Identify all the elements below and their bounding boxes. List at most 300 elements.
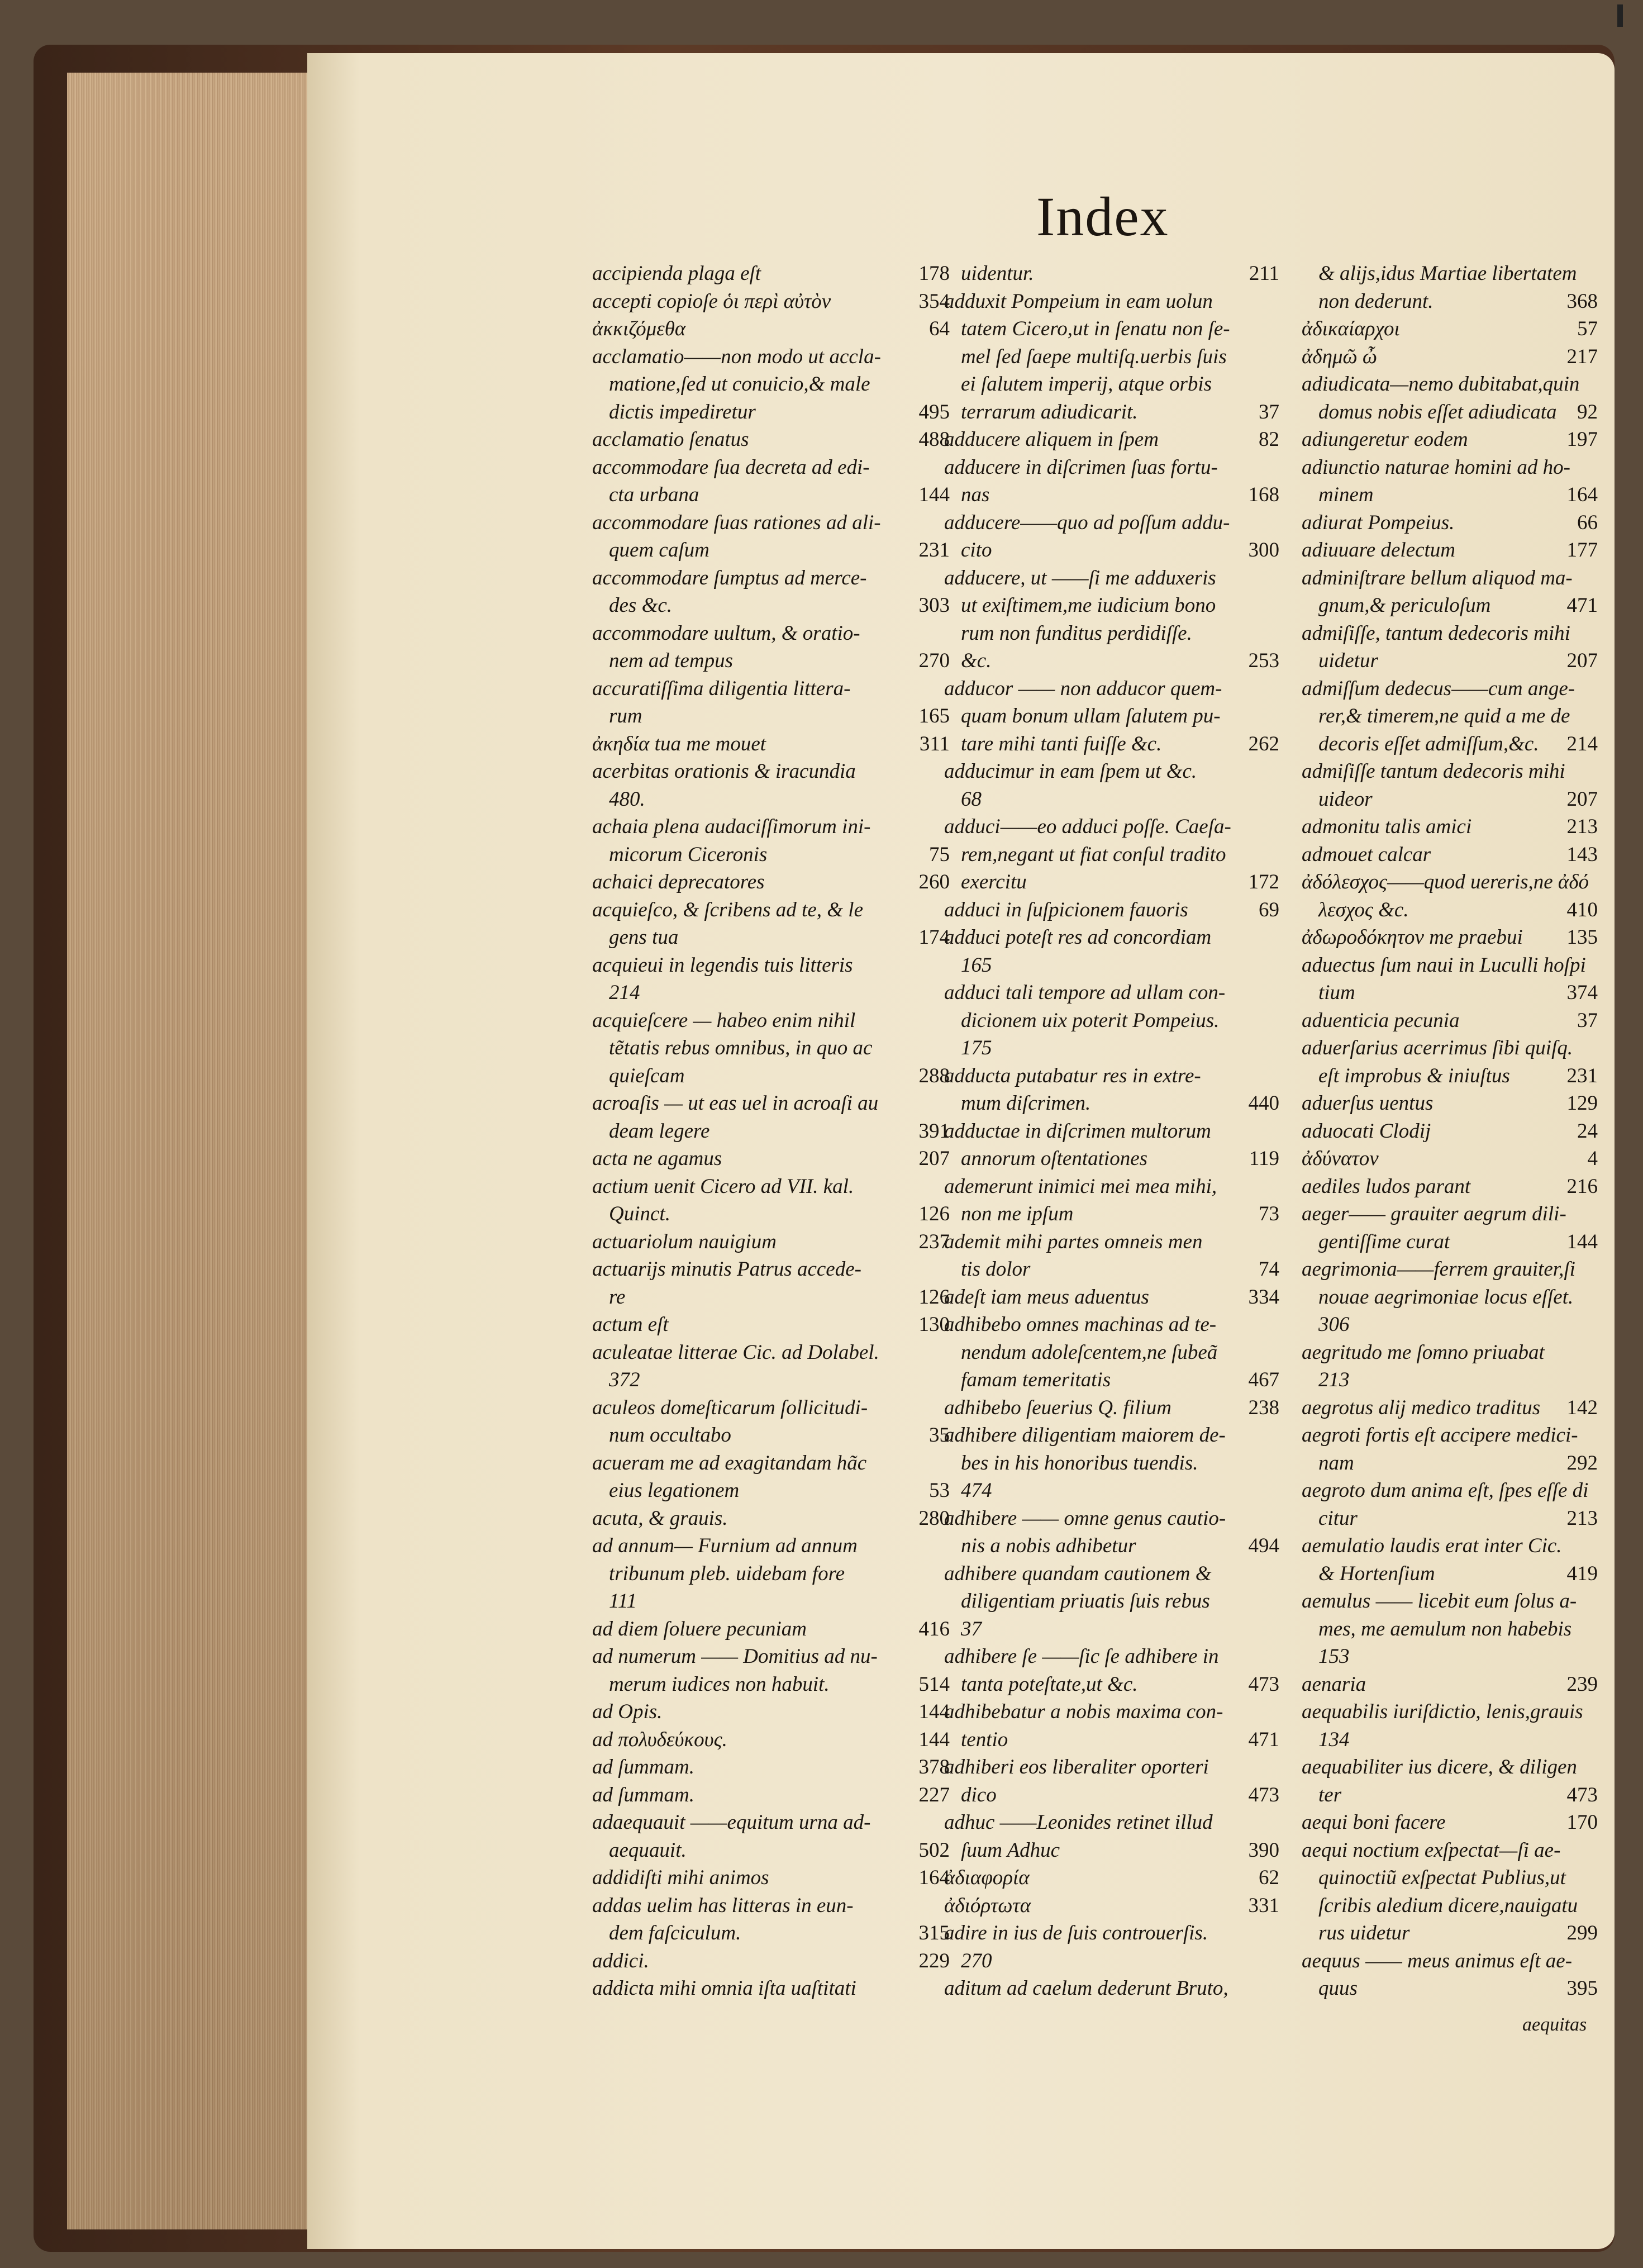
entry-text: ter bbox=[1318, 1783, 1342, 1806]
page-number: 419 bbox=[1566, 1562, 1598, 1585]
index-entry-line bbox=[944, 343, 1279, 371]
index-entry-line bbox=[592, 952, 950, 980]
index-entry-line bbox=[1302, 426, 1598, 454]
entry-text: aequabiliter ius dicere, & diligen bbox=[1302, 1756, 1577, 1779]
index-entry-line bbox=[592, 1753, 950, 1781]
index-entry-line bbox=[592, 924, 950, 952]
index-entry-line bbox=[592, 1615, 950, 1643]
entry-text: adducor —— non adducor quem- bbox=[944, 677, 1222, 700]
page-number: 260 bbox=[918, 871, 950, 893]
index-entry-line bbox=[944, 1919, 1279, 1947]
index-entry-line bbox=[1302, 1449, 1598, 1477]
index-entry-line bbox=[944, 1228, 1279, 1256]
index-entry-line bbox=[1302, 564, 1598, 592]
page-number: 334 bbox=[1248, 1285, 1279, 1309]
entry-text: adductae in diſcrimen multorum bbox=[944, 1119, 1211, 1143]
page-number: 471 bbox=[1248, 1728, 1279, 1751]
page-number: 170 bbox=[1566, 1811, 1598, 1834]
entry-text: acta ne agamus bbox=[592, 1147, 722, 1170]
page-number: 66 bbox=[1577, 511, 1598, 534]
entry-text: adducimur in eam ſpem ut &c. bbox=[944, 760, 1197, 783]
index-entry-line bbox=[592, 315, 950, 343]
entry-text: non me ipſum bbox=[961, 1202, 1074, 1225]
entry-text: deam legere bbox=[609, 1119, 710, 1143]
entry-text: adminiſtrare bellum aliquod ma- bbox=[1302, 566, 1573, 589]
index-entry-line bbox=[944, 1753, 1279, 1781]
entry-text: adeſt iam meus aduentus bbox=[944, 1285, 1149, 1309]
entry-text: admiſiſſe tantum dedecoris mihi bbox=[1302, 760, 1565, 783]
entry-text: admiſſum dedecus——cum ange- bbox=[1302, 677, 1575, 700]
page-number: 62 bbox=[1259, 1866, 1279, 1889]
entry-text: aequi boni facere bbox=[1302, 1811, 1446, 1834]
entry-text: cito bbox=[961, 539, 992, 562]
entry-text: aditum ad caelum dederunt Bruto, bbox=[944, 1977, 1228, 2000]
index-entry-line bbox=[1302, 1145, 1598, 1173]
index-entry-line bbox=[1302, 592, 1598, 620]
entry-text: achaici deprecatores bbox=[592, 871, 765, 893]
entry-text: adhibere —— omne genus cautio- bbox=[944, 1506, 1226, 1530]
index-entry-line bbox=[592, 1339, 950, 1367]
index-entry-line bbox=[592, 1173, 950, 1201]
entry-text: nendum adoleſcentem,ne ſubeã bbox=[961, 1340, 1218, 1364]
index-entry-line bbox=[592, 1256, 950, 1283]
entry-text: adhuc ——Leonides retinet illud bbox=[944, 1811, 1213, 1834]
page-number: 488 bbox=[918, 428, 950, 451]
entry-text: aegrimonia——ferrem grauiter,ſi bbox=[1302, 1258, 1575, 1281]
index-entry-line bbox=[592, 536, 950, 564]
index-entry-line bbox=[592, 1726, 950, 1754]
entry-text: nis a nobis adhibetur bbox=[961, 1534, 1136, 1557]
entry-text: re bbox=[609, 1285, 626, 1309]
page-number: 164 bbox=[1566, 483, 1598, 506]
entry-text: annorum oſtentationes bbox=[961, 1147, 1148, 1170]
page-number: 142 bbox=[1566, 1396, 1598, 1419]
entry-text: aenaria bbox=[1302, 1672, 1366, 1696]
index-entry-line bbox=[1302, 1753, 1598, 1781]
entry-text: ſuum Adhuc bbox=[961, 1838, 1060, 1862]
index-entry-line bbox=[944, 620, 1279, 648]
entry-text: acclamatio ſenatus bbox=[592, 428, 749, 451]
index-entry-line bbox=[1302, 1062, 1598, 1090]
page-number: 390 bbox=[1248, 1838, 1279, 1862]
index-entry-line bbox=[592, 730, 950, 758]
index-entry-line bbox=[592, 1864, 950, 1892]
entry-text: adducere in diſcrimen ſuas fortu- bbox=[944, 455, 1218, 479]
index-entry-line bbox=[944, 1781, 1279, 1809]
index-entry-line bbox=[944, 675, 1279, 703]
index-entry-line bbox=[592, 1809, 950, 1837]
index-entry-line bbox=[1302, 1643, 1598, 1671]
index-entry-line bbox=[944, 1366, 1279, 1394]
index-entry-line bbox=[944, 564, 1279, 592]
page-number: 144 bbox=[918, 483, 950, 506]
entry-text: 175 bbox=[961, 1036, 992, 1059]
entry-text: citur bbox=[1318, 1506, 1358, 1530]
index-entry-line bbox=[1302, 370, 1598, 398]
index-entry-line bbox=[1302, 1256, 1598, 1283]
page-number: 82 bbox=[1259, 428, 1279, 451]
index-entry-line bbox=[1302, 1919, 1598, 1947]
index-entry-line bbox=[1302, 841, 1598, 869]
index-entry-line bbox=[944, 315, 1279, 343]
entry-text: aegroti fortis eſt accipere medici- bbox=[1302, 1424, 1578, 1447]
entry-text: adducere——quo ad poſſum addu- bbox=[944, 511, 1230, 534]
index-entry-line bbox=[592, 1283, 950, 1311]
index-entry-line bbox=[944, 370, 1279, 398]
page-number: 24 bbox=[1577, 1119, 1598, 1143]
entry-text: achaia plena audaciſſimorum ini- bbox=[592, 815, 871, 838]
entry-text: actuarijs minutis Patrus accede- bbox=[592, 1258, 861, 1281]
index-entry-line bbox=[592, 1587, 950, 1615]
entry-text: 165 bbox=[961, 953, 992, 977]
entry-text: ad annum— Furnium ad annum bbox=[592, 1534, 858, 1557]
index-entry-line bbox=[944, 1283, 1279, 1311]
page-number: 391 bbox=[918, 1119, 950, 1143]
index-entry-line bbox=[1302, 343, 1598, 371]
page-number: 174 bbox=[918, 926, 950, 949]
index-entry-line bbox=[944, 1256, 1279, 1283]
index-entry-line bbox=[1302, 1505, 1598, 1533]
entry-text: adducta putabatur res in extre- bbox=[944, 1064, 1201, 1087]
index-entry-line bbox=[944, 536, 1279, 564]
entry-text: nas bbox=[961, 483, 990, 506]
page-edges-shade bbox=[67, 73, 307, 2229]
index-entry-line bbox=[592, 647, 950, 675]
entry-text: adduci——eo adduci poſſe. Caeſa- bbox=[944, 815, 1231, 838]
entry-text: ad diem ſoluere pecuniam bbox=[592, 1617, 807, 1641]
entry-text: λεσχος &c. bbox=[1318, 898, 1409, 921]
page-number: 216 bbox=[1566, 1175, 1598, 1198]
page-number: 144 bbox=[1566, 1230, 1598, 1253]
entry-text: actum eſt bbox=[592, 1313, 669, 1336]
index-entry-line bbox=[592, 786, 950, 814]
entry-text: exercitu bbox=[961, 871, 1027, 893]
page-number: 239 bbox=[1566, 1672, 1598, 1696]
index-entry-line bbox=[1302, 1671, 1598, 1699]
index-entry-line bbox=[944, 1200, 1279, 1228]
index-entry-line bbox=[592, 1090, 950, 1118]
entry-text: eſt improbus & iniuſtus bbox=[1318, 1064, 1510, 1087]
entry-text: aemulus —— licebit eum ſolus a- bbox=[1302, 1590, 1577, 1613]
entry-text: addas uelim has litteras in eun- bbox=[592, 1894, 854, 1917]
entry-text: bes in his honoribus tuendis. bbox=[961, 1451, 1198, 1475]
entry-text: ad numerum —— Domitius ad nu- bbox=[592, 1645, 878, 1668]
page-number: 213 bbox=[1566, 815, 1598, 838]
page-number: 119 bbox=[1249, 1147, 1279, 1170]
page-number: 130 bbox=[918, 1313, 950, 1336]
entry-text: non dederunt. bbox=[1318, 289, 1434, 313]
entry-text: 270 bbox=[961, 1949, 992, 1972]
entry-text: 214 bbox=[609, 981, 640, 1004]
index-entry-line bbox=[944, 758, 1279, 786]
index-entry-line bbox=[944, 813, 1279, 841]
index-entry-line bbox=[944, 924, 1279, 952]
entry-text: uidentur. bbox=[961, 262, 1034, 285]
index-entry-line bbox=[1302, 952, 1598, 980]
index-entry-line bbox=[944, 647, 1279, 675]
index-entry-line bbox=[1302, 536, 1598, 564]
entry-text: 153 bbox=[1318, 1645, 1350, 1668]
page-number: 494 bbox=[1248, 1534, 1279, 1557]
entry-text: aeger—— grauiter aegrum dili- bbox=[1302, 1202, 1566, 1225]
page-number: 37 bbox=[1577, 1009, 1598, 1032]
entry-text: ἀδικαίαρχοι bbox=[1302, 317, 1400, 340]
entry-text: aequi noctium exſpectat—ſi ae- bbox=[1302, 1838, 1561, 1862]
index-entry-line bbox=[592, 509, 950, 537]
entry-text: adaequauit ——equitum urna ad- bbox=[592, 1811, 871, 1834]
index-entry-line bbox=[944, 786, 1279, 814]
entry-text: 213 bbox=[1318, 1368, 1350, 1391]
index-entry-line bbox=[944, 702, 1279, 730]
index-entry-line bbox=[944, 1145, 1279, 1173]
entry-text: acquieſcere — habeo enim nihil bbox=[592, 1009, 856, 1032]
page-number: 253 bbox=[1248, 649, 1279, 672]
page-number: 238 bbox=[1248, 1396, 1279, 1419]
index-entry-line bbox=[944, 868, 1279, 896]
page-number: 280 bbox=[918, 1506, 950, 1530]
entry-text: adiurat Pompeius. bbox=[1302, 511, 1455, 534]
entry-text: rus uidetur bbox=[1318, 1922, 1410, 1944]
entry-text: adhibebo ſeuerius Q. filium bbox=[944, 1396, 1171, 1419]
page-number: 92 bbox=[1577, 400, 1598, 424]
index-entry-line bbox=[944, 1007, 1279, 1035]
entry-text: aduocati Clodij bbox=[1302, 1119, 1431, 1143]
entry-text: adiuuare delectum bbox=[1302, 539, 1456, 562]
entry-text: adiudicata—nemo dubitabat,quin bbox=[1302, 373, 1580, 396]
entry-text: adducere aliquem in ſpem bbox=[944, 428, 1159, 451]
entry-text: ἀκκιζόμεθα bbox=[592, 317, 686, 340]
entry-text: tribunum pleb. uidebam fore bbox=[609, 1562, 845, 1585]
entry-text: 474 bbox=[961, 1479, 992, 1502]
page-number: 237 bbox=[918, 1230, 950, 1253]
entry-text: ἀδόλεσχος——quod uereris,ne ἀδό bbox=[1302, 871, 1589, 893]
entry-text: accuratiſſima diligentia littera- bbox=[592, 677, 851, 700]
entry-text: actium uenit Cicero ad VII. kal. bbox=[592, 1175, 854, 1198]
page-number: 288 bbox=[918, 1064, 950, 1087]
page-number: 354 bbox=[918, 289, 950, 313]
page-number: 37 bbox=[1259, 400, 1279, 424]
index-entry-line bbox=[592, 1505, 950, 1533]
index-entry-line bbox=[1302, 1200, 1598, 1228]
index-entry-line bbox=[1302, 481, 1598, 509]
entry-text: famam temeritatis bbox=[961, 1368, 1111, 1391]
index-entry-line bbox=[592, 1837, 950, 1865]
entry-text: adhibebo omnes machinas ad te- bbox=[944, 1313, 1217, 1336]
entry-text: ad πολυδεύκους. bbox=[592, 1728, 727, 1751]
page-number: 126 bbox=[918, 1285, 950, 1309]
page-number: 331 bbox=[1248, 1894, 1279, 1917]
index-entry-line bbox=[1302, 924, 1598, 952]
entry-text: quieſcam bbox=[609, 1064, 685, 1087]
entry-text: & Hortenſium bbox=[1318, 1562, 1435, 1585]
page-number: 467 bbox=[1248, 1368, 1279, 1391]
index-entry-line bbox=[944, 1062, 1279, 1090]
entry-text: accipienda plaga eſt bbox=[592, 262, 761, 285]
entry-text: domus nobis eſſet adiudicata bbox=[1318, 400, 1557, 424]
index-entry-line bbox=[1302, 398, 1598, 426]
entry-text: eius legationem bbox=[609, 1479, 740, 1502]
index-entry-line bbox=[1302, 509, 1598, 537]
index-entry-line bbox=[592, 343, 950, 371]
index-entry-line bbox=[592, 702, 950, 730]
entry-text: merum iudices non habuit. bbox=[609, 1672, 830, 1696]
entry-text: Quinct. bbox=[609, 1202, 670, 1225]
index-entry-line bbox=[944, 509, 1279, 537]
entry-text: tanta poteſtate,ut &c. bbox=[961, 1672, 1138, 1696]
index-entry-line bbox=[944, 398, 1279, 426]
entry-text: 134 bbox=[1318, 1728, 1350, 1751]
index-entry-line bbox=[1302, 1421, 1598, 1449]
entry-text: accommodare ſuas rationes ad ali- bbox=[592, 511, 881, 534]
index-entry-line bbox=[944, 260, 1279, 288]
index-column-2 bbox=[944, 260, 1279, 2003]
index-entry-line bbox=[944, 1118, 1279, 1145]
index-entry-line bbox=[1302, 730, 1598, 758]
page-number: 213 bbox=[1566, 1506, 1598, 1530]
index-entry-line bbox=[944, 1892, 1279, 1920]
index-entry-line bbox=[592, 896, 950, 924]
entry-text: &c. bbox=[961, 649, 992, 672]
index-entry-line bbox=[944, 730, 1279, 758]
entry-text: dicionem uix poterit Pompeius. bbox=[961, 1009, 1220, 1032]
index-entry-line bbox=[944, 1173, 1279, 1201]
entry-text: acueram me ad exagitandam hãc bbox=[592, 1451, 867, 1475]
index-entry-line bbox=[1302, 1532, 1598, 1560]
page-number: 165 bbox=[918, 705, 950, 728]
entry-text: ut exiſtimem,me iudicium bono bbox=[961, 594, 1216, 617]
entry-text: acquieſco, & ſcribens ad te, & le bbox=[592, 898, 863, 921]
entry-text: & alijs,idus Martiae libertatem bbox=[1318, 262, 1577, 285]
entry-text: aemulatio laudis erat inter Cic. bbox=[1302, 1534, 1562, 1557]
entry-text: ἀκηδία tua me mouet bbox=[592, 732, 766, 755]
catchword: aequitas bbox=[1522, 2014, 1587, 2035]
page-number: 410 bbox=[1566, 898, 1598, 921]
index-entry-line bbox=[592, 1892, 950, 1920]
entry-text: cta urbana bbox=[609, 483, 699, 506]
index-entry-line bbox=[1302, 813, 1598, 841]
index-entry-line bbox=[1302, 1892, 1598, 1920]
index-entry-line bbox=[944, 1809, 1279, 1837]
entry-text: aegrotus alij medico traditus bbox=[1302, 1396, 1541, 1419]
page-number: 299 bbox=[1566, 1922, 1598, 1944]
page-number: 35 bbox=[929, 1424, 950, 1447]
index-entry-line bbox=[1302, 1947, 1598, 1975]
index-entry-line bbox=[944, 1532, 1279, 1560]
entry-text: uidetur bbox=[1318, 649, 1378, 672]
entry-text: terrarum adiudicarit. bbox=[961, 400, 1138, 424]
index-entry-line bbox=[944, 979, 1279, 1007]
page-number: 473 bbox=[1566, 1783, 1598, 1806]
entry-text: ademerunt inimici mei mea mihi, bbox=[944, 1175, 1217, 1198]
page-number: 53 bbox=[929, 1479, 950, 1502]
page-number: 207 bbox=[1566, 649, 1598, 672]
entry-text: quinoctiũ exſpectat Publius,ut bbox=[1318, 1866, 1566, 1889]
index-entry-line bbox=[944, 1837, 1279, 1865]
index-entry-line bbox=[592, 1200, 950, 1228]
index-entry-line bbox=[1302, 786, 1598, 814]
page-number: 4 bbox=[1587, 1147, 1598, 1170]
index-entry-line bbox=[592, 260, 950, 288]
entry-text: nam bbox=[1318, 1451, 1354, 1475]
page-number: 217 bbox=[1566, 345, 1598, 368]
index-entry-line bbox=[592, 758, 950, 786]
index-entry-line bbox=[1302, 1781, 1598, 1809]
index-entry-line bbox=[1302, 1726, 1598, 1754]
page-number: 129 bbox=[1566, 1092, 1598, 1115]
entry-text: ad Opis. bbox=[592, 1700, 663, 1723]
index-entry-line bbox=[592, 288, 950, 316]
entry-text: acuta, & grauis. bbox=[592, 1506, 728, 1530]
index-entry-line bbox=[592, 675, 950, 703]
index-entry-line bbox=[944, 841, 1279, 869]
entry-text: minem bbox=[1318, 483, 1374, 506]
page-number: 57 bbox=[1577, 317, 1598, 340]
entry-text: 372 bbox=[609, 1368, 640, 1391]
entry-text: adduxit Pompeium in eam uolun bbox=[944, 289, 1213, 313]
index-entry-line bbox=[592, 1477, 950, 1505]
entry-text: ad ſummam. bbox=[592, 1756, 694, 1779]
index-entry-line bbox=[592, 1007, 950, 1035]
index-entry-line bbox=[944, 1477, 1279, 1505]
entry-text: accommodare ſua decreta ad edi- bbox=[592, 455, 870, 479]
entry-text: aculeos domeſticarum ſollicitudi- bbox=[592, 1396, 868, 1419]
index-entry-line bbox=[592, 454, 950, 482]
index-entry-line bbox=[944, 1698, 1279, 1726]
page-number: 229 bbox=[918, 1949, 950, 1972]
index-entry-line bbox=[1302, 454, 1598, 482]
index-entry-line bbox=[944, 1421, 1279, 1449]
entry-text: aduenticia pecunia bbox=[1302, 1009, 1460, 1032]
index-entry-line bbox=[592, 1311, 950, 1339]
entry-text: ἀδύνατον bbox=[1302, 1147, 1379, 1170]
entry-text: diligentiam priuatis ſuis rebus bbox=[961, 1590, 1210, 1613]
index-entry-line bbox=[1302, 1394, 1598, 1422]
page-number: 303 bbox=[918, 594, 950, 617]
entry-text: gnum,& periculoſum bbox=[1318, 594, 1491, 617]
page-number: 473 bbox=[1248, 1672, 1279, 1696]
index-entry-line bbox=[592, 592, 950, 620]
index-entry-line bbox=[592, 1698, 950, 1726]
page-number: 64 bbox=[929, 317, 950, 340]
entry-text: ἀδωροδόκητον me praebui bbox=[1302, 926, 1523, 949]
index-entry-line bbox=[592, 1781, 950, 1809]
page-number: 168 bbox=[1248, 483, 1279, 506]
entry-text: aegritudo me ſomno priuabat bbox=[1302, 1340, 1545, 1364]
index-entry-line bbox=[1302, 758, 1598, 786]
index-entry-line bbox=[592, 1118, 950, 1145]
index-entry-line bbox=[944, 426, 1279, 454]
page-number: 197 bbox=[1566, 428, 1598, 451]
index-entry-line bbox=[1302, 1118, 1598, 1145]
page-number: 270 bbox=[918, 649, 950, 672]
page-number: 262 bbox=[1248, 732, 1279, 755]
entry-text: addici. bbox=[592, 1949, 649, 1972]
entry-text: aequauit. bbox=[609, 1838, 687, 1862]
index-entry-line bbox=[1302, 1339, 1598, 1367]
entry-text: adduci tali tempore ad ullam con- bbox=[944, 981, 1226, 1004]
index-entry-line bbox=[944, 1975, 1279, 2003]
index-entry-line bbox=[944, 592, 1279, 620]
index-entry-line bbox=[1302, 1173, 1598, 1201]
index-column-1 bbox=[592, 260, 950, 2003]
index-entry-line bbox=[944, 1449, 1279, 1477]
entry-text: admiſiſſe, tantum dedecoris mihi bbox=[1302, 621, 1570, 645]
entry-text: gens tua bbox=[609, 926, 679, 949]
page-number: 144 bbox=[918, 1700, 950, 1723]
page-number: 495 bbox=[918, 400, 950, 424]
entry-text: mes, me aemulum non habebis bbox=[1318, 1617, 1572, 1641]
index-entry-line bbox=[592, 1975, 950, 2003]
